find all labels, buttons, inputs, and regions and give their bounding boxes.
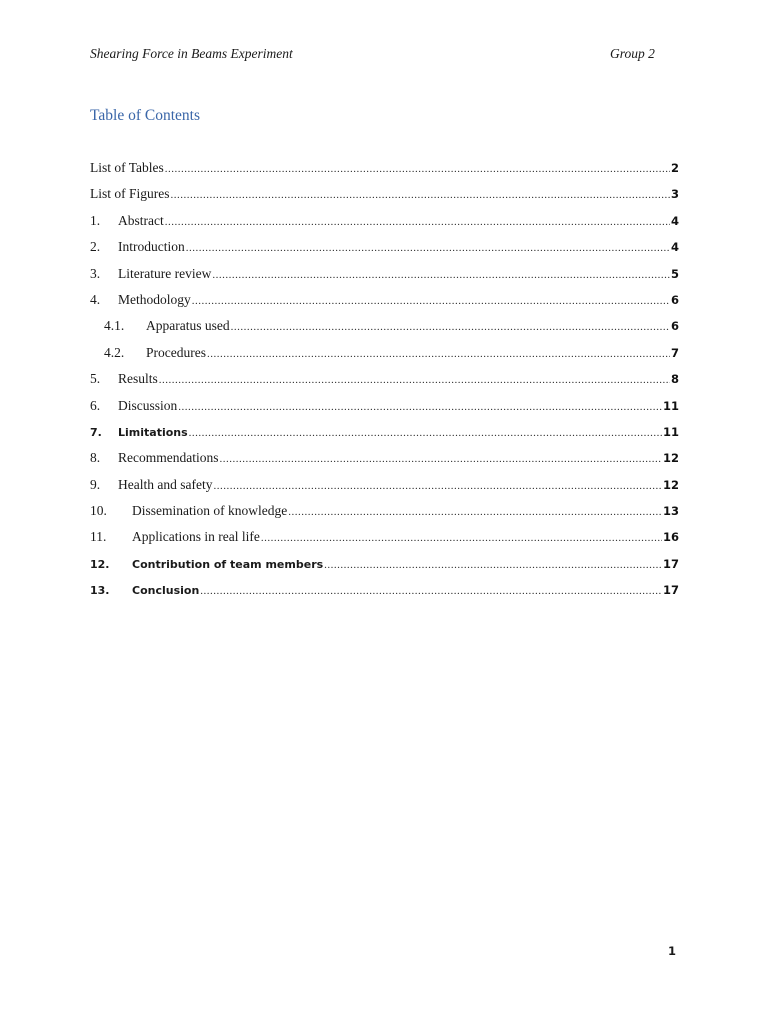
toc-entry-number: 2. — [90, 239, 101, 255]
toc-entry-label: List of Figures — [90, 186, 170, 202]
toc-leader-dots — [213, 476, 662, 496]
toc-entry-label: Dissemination of knowledge — [132, 503, 288, 519]
toc-entry-label: Conclusion — [132, 584, 200, 598]
toc-entry-list-of-tables[interactable] — [90, 158, 679, 184]
toc-leader-dots — [165, 159, 670, 179]
toc-entry-methodology[interactable] — [90, 290, 679, 316]
toc-entry-page: 2 — [670, 161, 679, 175]
toc-entry-label: List of Tables — [90, 160, 164, 175]
toc-entry-page: 13 — [662, 504, 679, 519]
toc-leader-dots — [288, 502, 662, 522]
toc-entry-label: Procedures — [146, 344, 206, 360]
toc-entry-label: Contribution of team members — [132, 557, 324, 571]
toc-entry-number: 4.1. — [104, 318, 125, 334]
toc-entry-abstract[interactable] — [90, 211, 679, 237]
toc-entry-label: Applications in real life — [132, 529, 260, 545]
toc-leader-dots — [324, 555, 662, 575]
toc-entry-number: 9. — [90, 476, 101, 492]
toc-entry-number: 4.2. — [104, 344, 125, 360]
toc-leader-dots — [186, 238, 670, 258]
toc-leader-dots — [189, 423, 662, 443]
header-title: Shearing Force in Beams Experiment — [90, 46, 293, 61]
toc-entry-applications-in-real-life[interactable] — [90, 527, 679, 553]
toc-leader-dots — [207, 344, 670, 364]
toc-entry-limitations[interactable] — [90, 422, 679, 448]
toc-entry-page: 4 — [670, 240, 679, 255]
toc-entry-number: 12. — [90, 557, 110, 571]
toc-entry-label: Apparatus used — [146, 318, 230, 334]
toc-entry-label: Methodology — [118, 291, 191, 307]
toc-entry-page: 6 — [670, 319, 679, 334]
toc-leader-dots — [178, 397, 662, 417]
toc-entry-page: 12 — [662, 451, 679, 466]
toc-entry-number: 10. — [90, 503, 107, 519]
toc-leader-dots — [159, 370, 670, 390]
toc-entry-page: 17 — [662, 583, 679, 598]
toc-entry-literature-review[interactable] — [90, 264, 679, 290]
toc-leader-dots — [261, 528, 662, 548]
toc-leader-dots — [231, 317, 670, 337]
toc-entry-label: Health and safety — [118, 476, 213, 492]
table-of-contents — [90, 158, 679, 607]
toc-entry-number: 1. — [90, 212, 101, 228]
toc-entry-label: Limitations — [118, 425, 188, 439]
toc-entry-number: 7. — [90, 425, 102, 439]
toc-entry-page: 3 — [670, 187, 679, 202]
toc-entry-page: 4 — [670, 213, 679, 228]
toc-leader-dots — [171, 185, 670, 205]
toc-entry-page: 7 — [670, 345, 679, 360]
toc-entry-discussion[interactable] — [90, 396, 679, 422]
toc-entry-page: 6 — [670, 292, 679, 307]
toc-entry-label: Recommendations — [118, 450, 219, 466]
toc-entry-label: Results — [118, 371, 158, 387]
toc-leader-dots — [212, 265, 670, 285]
toc-entry-page: 8 — [670, 372, 679, 387]
toc-heading: Table of Contents — [90, 107, 200, 124]
toc-leader-dots — [219, 449, 662, 469]
toc-leader-dots — [165, 212, 670, 232]
toc-entry-page: 11 — [662, 424, 679, 439]
toc-entry-conclusion[interactable] — [90, 580, 679, 606]
toc-entry-procedures[interactable] — [90, 343, 679, 369]
toc-entry-label: Discussion — [118, 397, 178, 413]
toc-entry-page: 16 — [662, 530, 679, 545]
toc-entry-recommendations[interactable] — [90, 448, 679, 474]
toc-entry-page: 17 — [662, 556, 679, 571]
toc-entry-page: 5 — [670, 266, 679, 281]
toc-entry-number: 11. — [90, 529, 107, 545]
toc-entry-introduction[interactable] — [90, 237, 679, 263]
header-group: Group 2 — [610, 46, 655, 61]
toc-leader-dots — [192, 291, 670, 311]
toc-entry-results[interactable] — [90, 369, 679, 395]
toc-entry-page: 12 — [662, 477, 679, 492]
toc-entry-label: Literature review — [118, 265, 212, 281]
toc-entry-number: 13. — [90, 584, 110, 598]
toc-entry-number: 3. — [90, 265, 101, 281]
toc-entry-number: 6. — [90, 397, 101, 413]
page-number: 1 — [668, 944, 677, 958]
toc-entry-page: 11 — [662, 398, 679, 413]
toc-entry-apparatus-used[interactable] — [90, 316, 679, 342]
toc-leader-dots — [200, 581, 662, 601]
toc-entry-health-and-safety[interactable] — [90, 475, 679, 501]
toc-entry-number: 4. — [90, 291, 101, 307]
toc-entry-label: Abstract — [118, 212, 164, 228]
toc-entry-number: 5. — [90, 371, 101, 387]
toc-entry-dissemination-of-knowledge[interactable] — [90, 501, 679, 527]
toc-entry-label: Introduction — [118, 239, 185, 255]
toc-entry-number: 8. — [90, 450, 101, 466]
toc-entry-contribution-of-team-members[interactable] — [90, 554, 679, 580]
toc-entry-list-of-figures[interactable] — [90, 184, 679, 210]
